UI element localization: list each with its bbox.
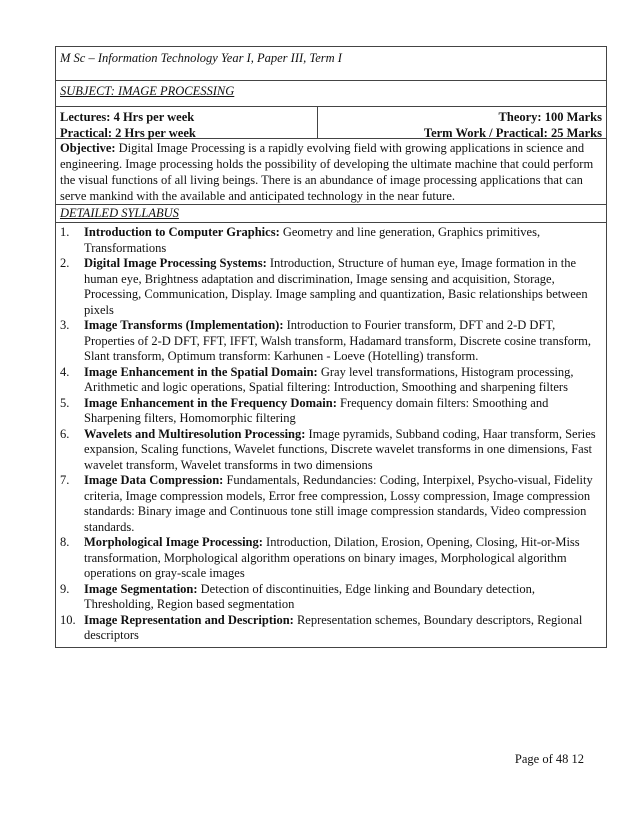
item-text: Gray level transformations, Histogram processing, Arithmetic and logic operations, Spatial filtering: Introduction, Smoothing and sharpening filters bbox=[84, 364, 574, 394]
item-text: Introduction, Dilation, Erosion, Opening, Closing, Hit-or-Miss transformation, Morphological algorithm operations on binary images, Morphological algorithm operations on gray-scale images bbox=[84, 535, 580, 580]
item-number: 8. bbox=[60, 535, 70, 549]
item-title: Image Enhancement in the Spatial Domain: bbox=[84, 364, 318, 379]
subject-title: SUBJECT: IMAGE PROCESSING bbox=[60, 84, 235, 98]
item-number: 9. bbox=[60, 581, 70, 596]
list-item bbox=[60, 225, 602, 256]
item-title: Image Transforms (Implementation): bbox=[84, 318, 284, 332]
hours-cell bbox=[56, 107, 318, 138]
item-text: Introduction, Structure of human eye, Image formation in the human eye, Brightness adaptation and discrimination, Image sensing and acquisition, Storage, Processing, Communication, Display. Image sampling and quantization, Basic relationships between pixels bbox=[84, 256, 588, 317]
item-title: Introduction to Computer Graphics: bbox=[84, 225, 280, 239]
objective-label: Objective: bbox=[60, 141, 116, 155]
list-item bbox=[60, 613, 602, 644]
item-title: Morphological Image Processing: bbox=[84, 535, 263, 549]
hours-row bbox=[56, 107, 606, 139]
item-number: 3. bbox=[60, 318, 70, 332]
item-text: Image pyramids, Subband coding, Haar transform, Series expansion, Scaling functions, Wavelet functions, Discrete wavelet transforms in one dimensions, Fast wavelet transform, Wavelet transforms in two dimensions bbox=[84, 426, 596, 472]
course-title: M Sc – Information Technology Year I, Paper III, Term I bbox=[60, 51, 342, 65]
list-item bbox=[60, 396, 602, 427]
item-text: Representation schemes, Boundary descriptors, Regional descriptors bbox=[84, 612, 583, 642]
objective-section bbox=[56, 139, 606, 205]
course-header bbox=[56, 47, 606, 81]
list-item bbox=[60, 318, 602, 365]
syllabus-list bbox=[56, 223, 606, 647]
practical-text: Practical: 2 Hrs per week bbox=[60, 126, 196, 140]
item-number: 10. bbox=[60, 612, 76, 627]
item-number: 5. bbox=[60, 395, 70, 410]
item-number: 1. bbox=[60, 225, 70, 239]
item-text: Geometry and line generation, Graphics primitives, Transformations bbox=[84, 225, 541, 255]
item-number: 2. bbox=[60, 256, 70, 270]
list-item bbox=[60, 256, 602, 318]
list-item bbox=[60, 427, 602, 474]
page-number: Page of 48 12 bbox=[514, 752, 584, 766]
theory-marks: Theory: 100 Marks bbox=[498, 110, 602, 124]
item-title: Image Enhancement in the Frequency Domain: bbox=[84, 395, 337, 410]
syllabus-title-row bbox=[56, 205, 606, 223]
item-title: Wavelets and Multiresolution Processing: bbox=[84, 426, 306, 441]
item-number: 7. bbox=[60, 473, 70, 487]
list-item bbox=[60, 365, 602, 396]
item-text: Frequency domain filters: Smoothing and Sharpening filters, Homomorphic filtering bbox=[84, 395, 549, 425]
item-title: Image Segmentation: bbox=[84, 581, 198, 596]
objective-text: Digital Image Processing is a rapidly evolving field with growing applications in science and engineering. Image processing holds the possibility of developing the ultimate machine that could perform the visual functions of all living beings. There is an abundance of image processing applications that can serve mankind with the available and anticipated technology in the near future. bbox=[60, 141, 594, 203]
item-number: 6. bbox=[60, 426, 70, 441]
syllabus-list-row bbox=[56, 223, 606, 647]
item-title: Image Data Compression: bbox=[84, 473, 224, 487]
syllabus-table bbox=[55, 46, 607, 648]
item-title: Image Representation and Description: bbox=[84, 612, 294, 627]
marks-cell bbox=[318, 107, 606, 138]
lectures-text: Lectures: 4 Hrs per week bbox=[60, 110, 195, 124]
termwork-marks: Term Work / Practical: 25 Marks bbox=[423, 126, 602, 140]
item-text: Detection of discontinuities, Edge linking and Boundary detection, Thresholding, Region based segmentation bbox=[84, 581, 535, 611]
syllabus-title: DETAILED SYLLABUS bbox=[60, 206, 179, 220]
list-item bbox=[60, 535, 602, 582]
item-text: Introduction to Fourier transform, DFT and 2-D DFT, Properties of 2-D DFT, FFT, IFFT, Walsh transform, Hadamard transform, Discrete cosine transform, Slant transform, Optimum transform: Karhunen - Loeve (Hotelling) transform. bbox=[84, 318, 591, 363]
subject-header bbox=[56, 81, 606, 107]
item-title: Digital Image Processing Systems: bbox=[84, 256, 267, 270]
list-item bbox=[60, 582, 602, 613]
list-item bbox=[60, 473, 602, 535]
item-number: 4. bbox=[60, 364, 70, 379]
item-text: Fundamentals, Redundancies: Coding, Interpixel, Psycho-visual, Fidelity criteria, Image compression models, Error free compression, Lossy compression, Image compression standards: Binary image and Continuous tone still image compression standards, Video compression standards. bbox=[84, 473, 593, 534]
